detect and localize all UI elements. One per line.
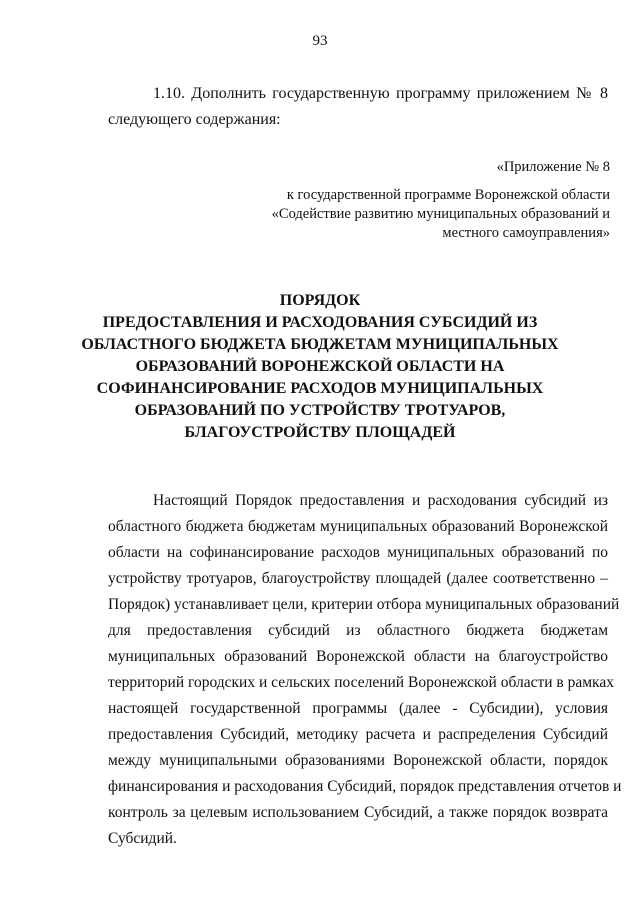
intro-line-2: следующего содержания: <box>108 111 281 128</box>
body-line-8: территорий городских и сельских поселений Воронежской области в рамках <box>108 674 614 691</box>
body-line-2: областного бюджета бюджетам муниципальных образований Воронежской <box>108 518 608 535</box>
body-line-9: настоящей государственной программы (далее - Субсидии), условия <box>108 700 608 717</box>
title-line-2: ПРЕДОСТАВЛЕНИЯ И РАСХОДОВАНИЯ СУБСИДИЙ ИЗ <box>102 314 538 331</box>
page-number: 93 <box>312 33 328 49</box>
body-line-4: устройству тротуаров, благоустройству площадей (далее соответственно – <box>108 570 608 587</box>
body-line-1: Настоящий Порядок предоставления и расходования субсидий из <box>153 492 608 509</box>
title-line-7: БЛАГОУСТРОЙСТВУ ПЛОЩАДЕЙ <box>184 424 456 441</box>
annex-reference-line-3: местного самоуправления» <box>442 225 610 241</box>
title-line-1: ПОРЯДОК <box>279 292 361 309</box>
annex-title: «Приложение № 8 <box>496 159 610 175</box>
title-line-4: ОБРАЗОВАНИЙ ВОРОНЕЖСКОЙ ОБЛАСТИ НА <box>135 358 505 375</box>
body-line-10: предоставления Субсидий, методику расчета и распределения Субсидий <box>108 726 608 743</box>
annex-reference-line-2: «Содействие развитию муниципальных образований и <box>271 206 610 222</box>
body-line-12: финансирования и расходования Субсидий, порядок представления отчетов и <box>108 778 622 795</box>
body-line-7: муниципальных образований Воронежской области на благоустройство <box>108 648 608 665</box>
body-line-3: области на софинансирование расходов муниципальных образований по <box>108 544 608 561</box>
body-line-13: контроль за целевым использованием Субсидий, а также порядок возврата <box>108 804 608 821</box>
body-line-14: Субсидий. <box>108 830 177 847</box>
body-line-6: для предоставления субсидий из областного бюджета бюджетам <box>108 622 608 639</box>
title-line-5: СОФИНАНСИРОВАНИЕ РАСХОДОВ МУНИЦИПАЛЬНЫХ <box>96 380 544 397</box>
intro-line-1: 1.10. Дополнить государственную программу приложением № 8 <box>153 85 608 102</box>
body-line-5: Порядок) устанавливает цели, критерии отбора муниципальных образований <box>108 596 620 613</box>
title-line-3: ОБЛАСТНОГО БЮДЖЕТА БЮДЖЕТАМ МУНИЦИПАЛЬНЫХ <box>81 336 559 353</box>
annex-reference-line-1: к государственной программе Воронежской области <box>286 187 610 203</box>
body-line-11: между муниципальными образованиями Воронежской области, порядок <box>108 752 608 769</box>
title-line-6: ОБРАЗОВАНИЙ ПО УСТРОЙСТВУ ТРОТУАРОВ, <box>134 402 506 419</box>
